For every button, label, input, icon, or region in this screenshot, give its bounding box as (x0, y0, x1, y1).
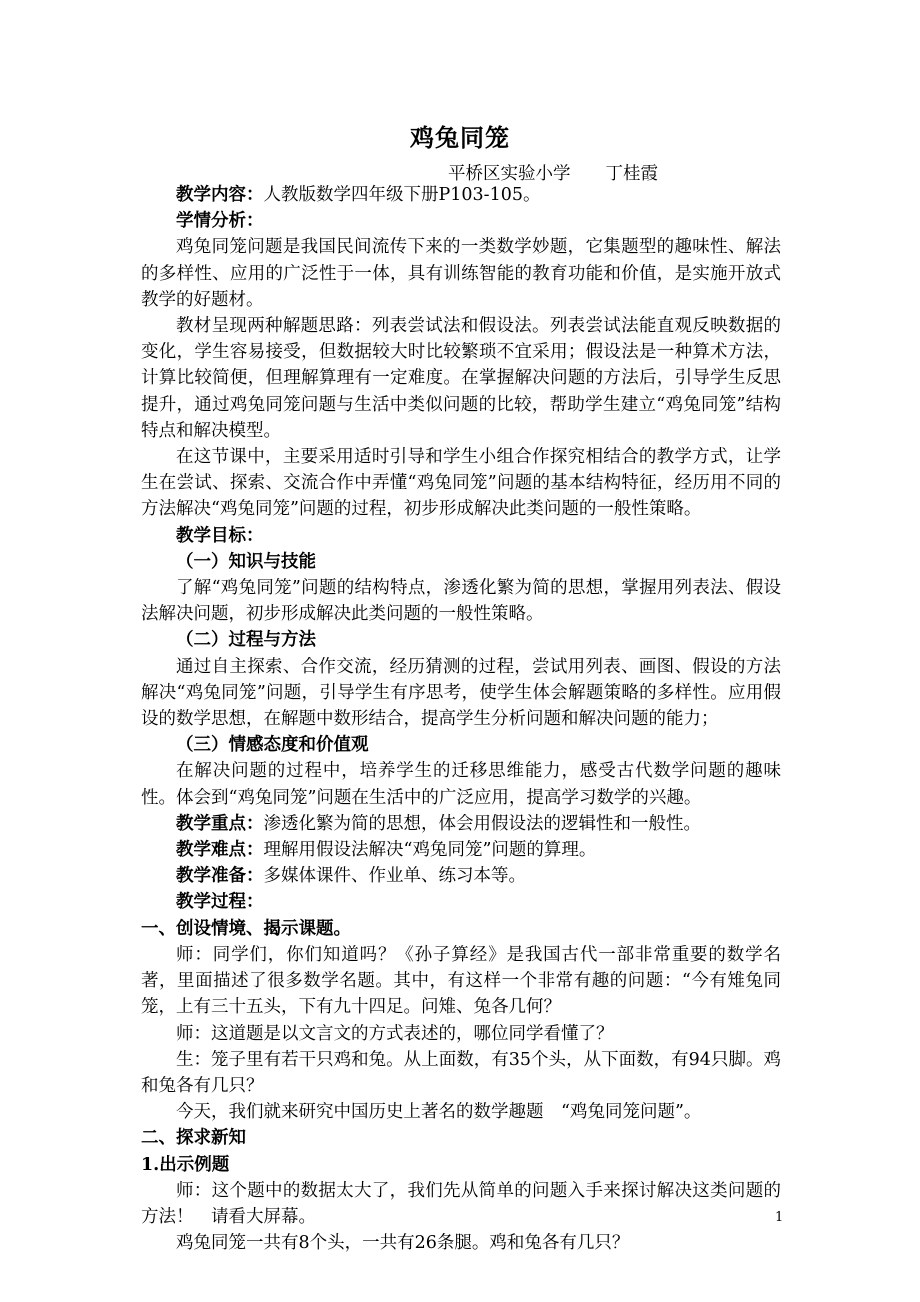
section-heading: 一、创设情境、揭示课题。 (141, 918, 351, 939)
section-heading: 二、探求新知 (141, 1128, 246, 1149)
paragraph: 鸡兔同笼问题是我国民间流传下来的一类数学妙题，它集题型的趣味性、解法的多样性、应用的广泛性于一体，具有训练智能的教育功能和价值，是实施开放式教学的好题材。 (141, 237, 781, 310)
preparation: 教学准备：多媒体课件、作业单、练习本等。 (176, 866, 526, 887)
subsection-heading: 1.出示例题 (141, 1154, 230, 1175)
paragraph: 今天，我们就来研究中国历史上著名的数学趣题 “鸡兔同笼问题”。 (176, 1102, 702, 1123)
document-body (141, 182, 784, 1256)
goals-label: 教学目标： (176, 525, 264, 546)
paragraph: 通过自主探索、合作交流，经历猜测的过程，尝试用列表、画图、假设的方法解决“鸡兔同笼”问题，引导学生有序思考，使学生体会解题策略的多样性。应用假设的数学思想，在解题中数形结合，提高学生分析问题和解决问题的能力； (141, 656, 781, 730)
author-byline: 平桥区实验小学 丁桂霞 (448, 164, 658, 184)
paragraph: 在这节课中，主要采用适时引导和学生小组合作探究相结合的教学方式，让学生在尝试、探索、交流合作中弄懂“鸡兔同笼”问题的基本结构特征，经历用不同的方法解决“鸡兔同笼”问题的过程，初步形成解决此类问题的一般性策略。 (141, 447, 781, 520)
paragraph: 师：同学们，你们知道吗？《孙子算经》是我国古代一部非常重要的数学名著，里面描述了很多数学名题。其中，有这样一个非常有趣的问题：“今有雉兔同笼，上有三十五头，下有九十四足。问雉、兔各几何？ (141, 944, 781, 1018)
paragraph: 师：这道题是以文言文的方式表述的，哪位同学看懂了？ (176, 1023, 614, 1044)
goal-heading: （二）过程与方法 (176, 630, 316, 651)
paragraph: 教材呈现两种解题思路：列表尝试法和假设法。列表尝试法能直观反映数据的变化，学生容易接受，但数据较大时比较繁琐不宜采用；假设法是一种算术方法，计算比较简便，但理解算理有一定难度。在掌握解决问题的方法后，引导学生反思提升，通过鸡兔同笼问题与生活中类似问题的比较，帮助学生建立“鸡兔同笼”结构特点和解决模型。 (141, 316, 781, 441)
paragraph: 生：笼子里有若干只鸡和兔。从上面数，有35个头，从下面数，有94只脚。鸡和兔各有几只？ (141, 1049, 781, 1096)
teaching-content: 教学内容：人教版数学四年级下册P103-105。 (176, 185, 541, 205)
paragraph: 在解决问题的过程中，培养学生的迁移思维能力，感受古代数学问题的趣味性。体会到“鸡兔同笼”问题在生活中的广泛应用，提高学习数学的兴趣。 (141, 761, 781, 808)
process-label: 教学过程： (176, 892, 264, 913)
label: 教学内容： (176, 185, 264, 205)
page-number: 1 (775, 1210, 784, 1225)
key-point: 教学重点：渗透化繁为简的思想，体会用假设法的逻辑性和一般性。 (176, 813, 701, 834)
paragraph: 鸡兔同笼一共有8个头，一共有26条腿。鸡和兔各有几只？ (176, 1233, 630, 1254)
paragraph: 了解“鸡兔同笼”问题的结构特点，渗透化繁为简的思想，掌握用列表法、假设法解决问题，初步形成解决此类问题的一般性策略。 (141, 578, 781, 625)
paragraph: 师：这个题中的数据太大了，我们先从简单的问题入手来探讨解决这类问题的方法！ 请看大屏幕。 (141, 1180, 781, 1227)
analysis-label: 学情分析： (176, 211, 264, 232)
difficulty: 教学难点：理解用假设法解决“鸡兔同笼”问题的算理。 (176, 840, 597, 861)
goal-heading: （三）情感态度和价值观 (176, 735, 369, 756)
goal-heading: （一）知识与技能 (176, 551, 316, 572)
page-title: 鸡兔同笼 (410, 124, 510, 152)
